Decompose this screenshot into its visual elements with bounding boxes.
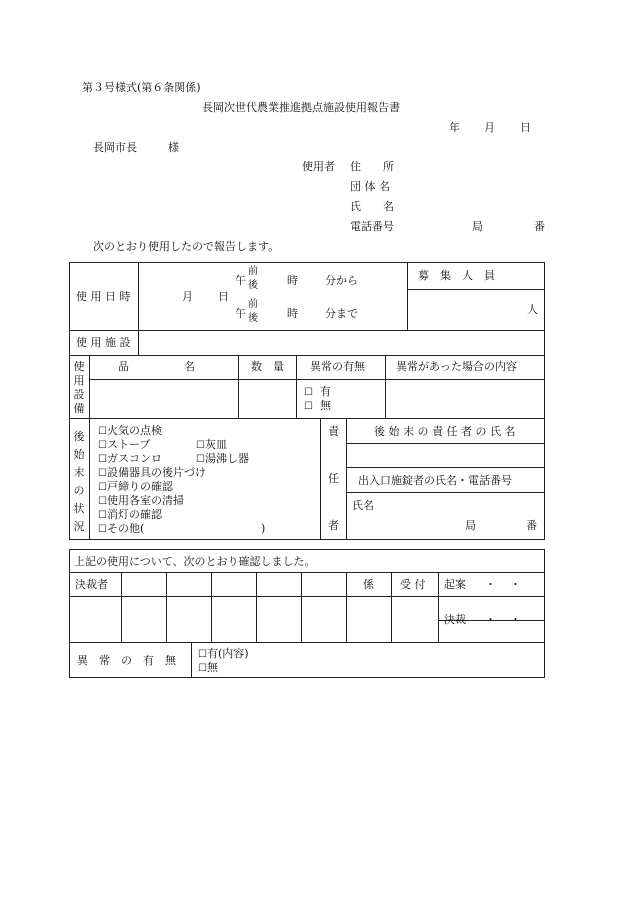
start-noon: 午 [235,274,246,287]
usage-month: 月 [182,290,193,303]
equipment-detail-header: 異常があった場合の内容 [396,360,517,373]
user-phone-number: 番 [534,220,545,233]
form-title: 長岡次世代農業推進拠点施設使用報告書 [202,101,400,114]
checkbox-icon: ☐ [198,649,207,660]
checkbox-icon: ☐ [98,482,107,493]
decision-dot-1: ・ [485,613,496,626]
user-group-label: 団 体 名 [350,180,390,193]
check-lock[interactable]: ☐戸締りの確認 [98,480,173,493]
usage-day: 日 [218,290,229,303]
user-address-label: 住 所 [350,160,394,173]
check-lights-off[interactable]: ☐消灯の確認 [98,508,162,521]
intro-text: 次のとおり使用したので報告します。 [93,240,280,253]
checkbox-icon: ☐ [98,440,107,451]
user-phone-label: 電話番号 [350,220,394,233]
check-room-cleaning[interactable]: ☐使用各室の清掃 [98,494,184,507]
form-number: 第３号様式(第６条関係) [82,81,201,94]
start-am: 前 [248,266,258,277]
end-pm: 後 [248,313,258,324]
check-other-close: ) [261,522,266,535]
checkbox-icon: ☐ [304,401,313,412]
date-day: 日 [520,121,531,134]
checkbox-icon: ☐ [196,440,205,451]
end-am: 前 [248,299,258,310]
reception-label: 受 付 [400,578,426,591]
draft-dot-2: ・ [510,578,521,591]
check-gas-stove[interactable]: ☐ガスコンロ [98,452,162,465]
user-name-label: 氏 名 [350,200,394,213]
start-from: 分から [325,274,358,287]
approver-label: 決裁者 [75,578,108,591]
check-ashtray[interactable]: ☐灰皿 [196,438,227,451]
checkbox-icon: ☐ [304,387,313,398]
draft-label: 起案 [444,578,466,591]
addressee-honorific: 様 [168,141,179,154]
facility-label: 使 用 施 設 [76,336,131,349]
staff-label: 係 [363,578,374,591]
date-year: 年 [449,121,460,134]
responsible-char-1: 責 [328,425,339,438]
check-fire[interactable]: ☐火気の点検 [98,424,162,437]
start-hour: 時 [287,274,298,287]
end-noon: 午 [235,307,246,320]
cleanup-responsible-header: 後 始 末 の 責 任 者 の 氏 名 [374,425,516,438]
check-stove[interactable]: ☐ストーブ [98,438,151,451]
checkbox-icon: ☐ [98,496,107,507]
user-phone-station: 局 [472,220,483,233]
equipment-yes[interactable]: ☐ 有 [304,385,331,398]
responsible-char-3: 者 [328,519,339,532]
checkbox-icon: ☐ [98,510,107,521]
responsible-station: 局 [465,519,476,532]
draft-dot-1: ・ [485,578,496,591]
abnormal-no[interactable]: ☐無 [198,661,218,674]
lock-responsible-header: 出入口施錠者の氏名・電話番号 [358,474,512,487]
date-month: 月 [484,121,495,134]
user-label: 使用者 [302,160,335,173]
responsible-number: 番 [526,519,537,532]
start-pm: 後 [248,280,258,291]
check-equipment-cleanup[interactable]: ☐設備器具の後片づけ [98,466,206,479]
check-other[interactable]: ☐その他( [98,522,145,535]
abnormal-yes[interactable]: ☐有(内容) [198,647,249,660]
equipment-abnormal-header: 異常の有無 [310,360,365,373]
usage-date-label: 使 用 日 時 [76,290,131,303]
checkbox-icon: ☐ [98,468,107,479]
addressee-name: 長岡市長 [93,141,137,154]
decision-dot-2: ・ [510,613,521,626]
checkbox-icon: ☐ [98,454,107,465]
equipment-label: 使用設備 [73,360,85,415]
responsible-name-label: 氏名 [352,499,374,512]
equipment-quantity-header: 数 量 [251,360,284,373]
decision-label: 決裁 [444,613,466,626]
recruit-unit: 人 [527,303,538,316]
equipment-no[interactable]: ☐ 無 [304,399,331,412]
confirm-statement: 上記の使用について、次のとおり確認しました。 [74,555,316,568]
checkbox-icon: ☐ [196,454,205,465]
check-kettle[interactable]: ☐湯沸し器 [196,452,249,465]
checkbox-icon: ☐ [98,524,107,535]
end-to: 分まで [325,307,358,320]
abnormal-label: 異 常 の 有 無 [77,654,176,667]
end-hour: 時 [287,307,298,320]
recruit-label: 募 集 人 員 [418,269,495,282]
checkbox-icon: ☐ [198,663,207,674]
checkbox-icon: ☐ [98,426,107,437]
responsible-char-2: 任 [328,472,339,485]
cleanup-label: 後始末の状況 [73,430,85,533]
equipment-item-header: 品 名 [118,360,195,373]
